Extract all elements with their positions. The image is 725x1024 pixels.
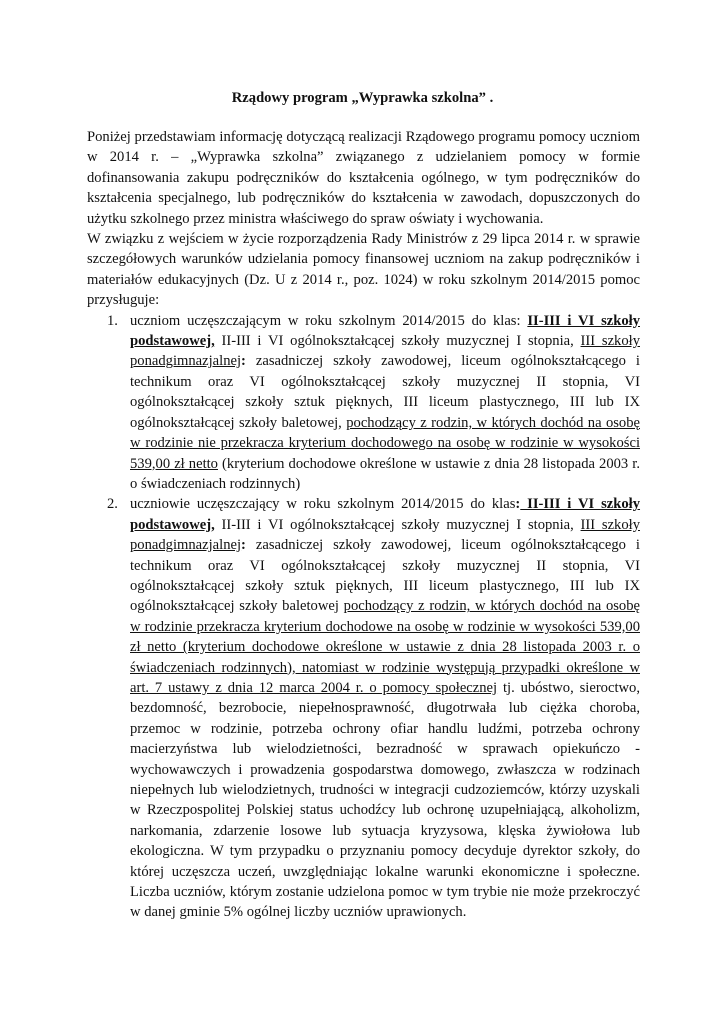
list-item bbox=[87, 494, 640, 923]
list-item-number: 2. bbox=[107, 496, 118, 513]
document-body bbox=[87, 127, 640, 923]
item-text: zasadniczej szkoły zawodowej, liceum ogólnokształcącego i technikum oraz VI ogólnokształcącej szkoły muzycznej II stopnia, VI ogólnokształcącej szkoły sztuk pięknych, III liceum plastycznego, III lub IX ogólnokształcącej szkoły baletowej bbox=[130, 537, 640, 615]
item-text: uczniom uczęszczającym w roku szkolnym 2014/2015 do klas: bbox=[130, 312, 528, 329]
intro-paragraph: Poniżej przedstawiam informację dotyczącą realizacji Rządowego programu pomocy uczniom w 2014 r. – „Wyprawka szkolna” związanego z udzielaniem pomocy w formie dofinansowania zakupu podręczników do kształcenia ogólnego, w tym podręczników do kształcenia specjalnego, lub podręczników do kształcenia w zawodach, dopuszczonych do użytku szkolnego przez ministra właściwego do spraw oświaty i wychowania. bbox=[87, 129, 640, 227]
item-text: zasadniczej szkoły zawodowej, liceum ogólnokształcącego i technikum oraz VI ogólnokształcącej szkoły muzycznej II stopnia, VI ogólnokształcącej szkoły sztuk pięknych, III liceum plastycznego, III lub IX ogólnokształcącej szkoły baletowej, bbox=[130, 353, 640, 431]
regulation-paragraph: W związku z wejściem w życie rozporządzenia Rady Ministrów z 29 lipca 2014 r. w sprawie szczegółowych warunków udzielania pomocy finansowej uczniom na zakup podręczników i materiałów edukacyjnych (Dz. U z 2014 r., poz. 1024) w roku szkolnym 2014/2015 pomoc przysługuje: bbox=[87, 231, 640, 309]
item-text: : bbox=[515, 496, 521, 513]
document-title: Rządowy program „Wyprawka szkolna” . bbox=[231, 90, 494, 106]
item-text: II-III i VI ogólnokształcącej szkoły muzycznej I stopnia, bbox=[214, 516, 581, 533]
eligibility-list bbox=[87, 311, 640, 923]
item-text: : bbox=[241, 353, 246, 370]
secondary-school-classes: III szkoły ponadgimnazjalnej bbox=[130, 333, 640, 370]
income-criterion: pochodzący z rodzin, w których dochód na osobę w rodzinie nie przekracza kryterium dochodowego na osobę w rodzinie w wysokości 539,00 zł netto bbox=[130, 414, 640, 472]
primary-school-classes: II-III i VI szkoły podstawowej, bbox=[130, 312, 640, 350]
item-text: : bbox=[241, 537, 246, 554]
list-item bbox=[87, 311, 640, 495]
income-criterion: pochodzący z rodzin, w których dochód na osobę w rodzinie przekracza kryterium dochodowe na osobę w rodzinie w wysokości 539,00 zł netto (kryterium dochodowe określone w ustawie z dnia 28 listopada 2003 r. o świadczeniach rodzinnych), natomiast w rodzinie występują przypadki określone w art. 7 ustawy z dnia 12 marca 2004 r. o pomocy społecznej bbox=[130, 598, 640, 696]
item-text: II-III i VI ogólnokształcącej szkoły muzycznej I stopnia, bbox=[214, 333, 581, 350]
primary-school-classes: II-III i VI szkoły podstawowej, bbox=[130, 496, 641, 533]
secondary-school-classes: III szkoły ponadgimnazjalnej bbox=[130, 516, 640, 554]
item-text: tj. ubóstwo, sieroctwo, bezdomność, bezrobocie, niepełnosprawność, długotrwała lub ciężka choroba, przemoc w rodzinie, potrzeba ochrony ofiar handlu ludźmi, potrzeba ochrony macierzyństwa lub wielodzietności, bezradność w sprawach opiekuńczo - wychowawczych i prowadzenia gospodarstwa domowego, zwłaszcza w rodzinach niepełnych lub wielodzietnych, trudności w integracji cudzoziemców, którzy uzyskali w Rzeczpospolitej Polskiej status uchodźcy lub ochronę uzupełniającą, alkoholizm, narkomania, zdarzenie losowe lub sytuacja kryzysowa, klęska żywiołowa lub ekologiczna. W tym przypadku o przyznaniu pomocy decyduje dyrektor szkoły, do której uczęszcza uczeń, uwzględniając lokalne warunki ekonomiczne i społeczne. Liczba uczniów, którym zostanie udzielona pomoc w tym trybie nie może przekroczyć w danej gminie 5% ogólnej liczby uczniów uprawionych. bbox=[130, 679, 640, 921]
item-text: uczniowie uczęszczający w roku szkolnym 2014/2015 do klas bbox=[130, 496, 516, 513]
item-text: (kryterium dochodowe określone w ustawie z dnia 28 listopada 2003 r. o świadczeniach rodzinnych) bbox=[130, 455, 640, 492]
list-item-number: 1. bbox=[107, 312, 118, 329]
